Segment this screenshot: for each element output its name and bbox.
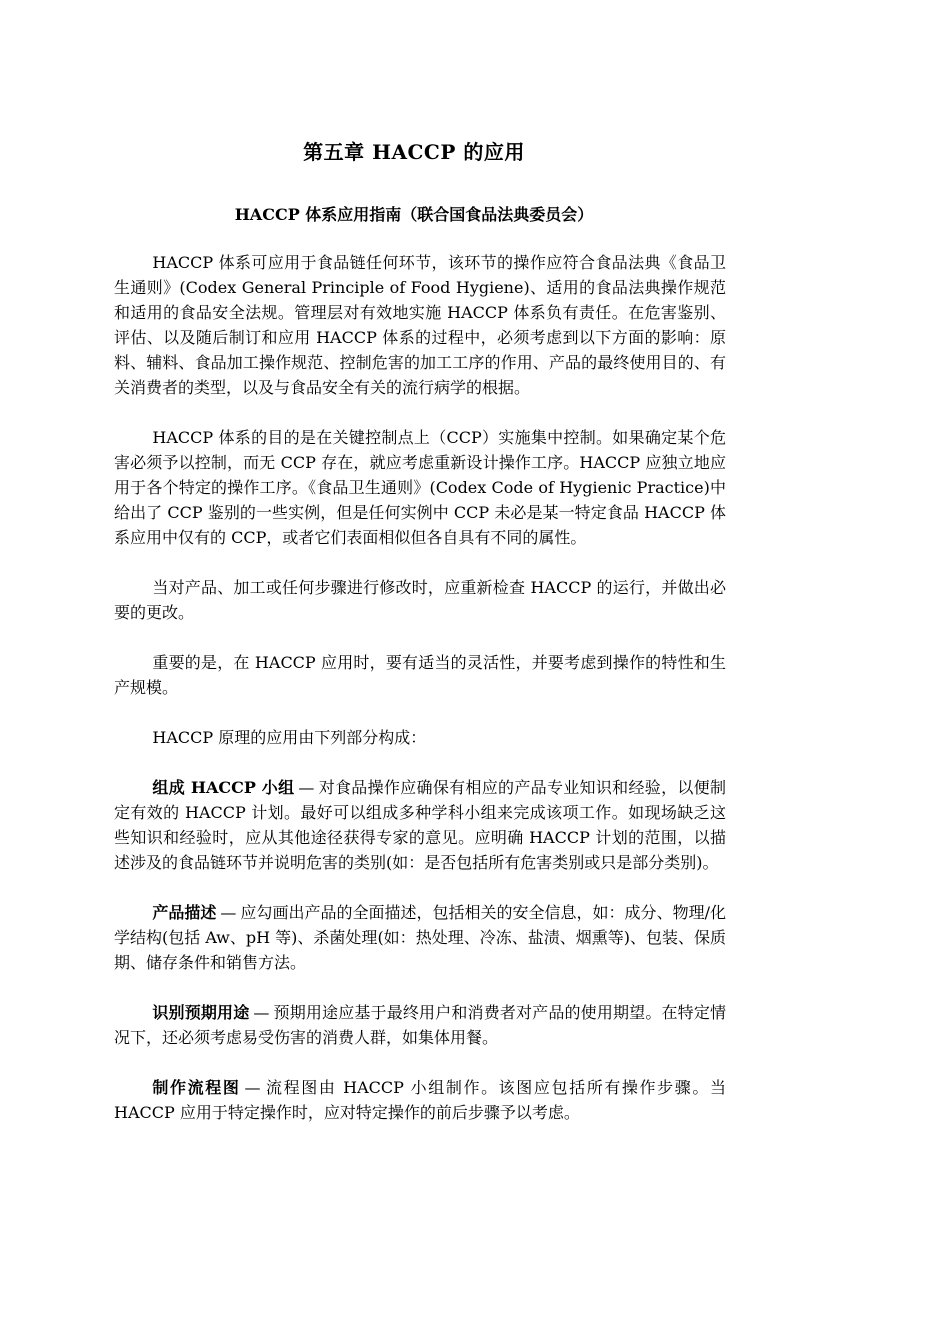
item-dash: — xyxy=(253,1003,270,1022)
principles-intro-paragraph: HACCP 原理的应用由下列部分构成： xyxy=(152,728,427,747)
document-body xyxy=(114,250,726,1150)
modification-paragraph: 当对产品、加工或任何步骤进行修改时，应重新检查 HACCP 的运行，并做出必要的更改。 xyxy=(114,578,726,622)
chapter-title: 第五章 HACCP 的应用 xyxy=(303,140,525,164)
item-product-description xyxy=(114,900,726,975)
section-title: HACCP 体系应用指南（联合国食品法典委员会） xyxy=(234,205,594,224)
item-haccp-team xyxy=(114,775,726,875)
item-dash: — xyxy=(244,1078,261,1097)
item-term: 识别预期用途 xyxy=(152,1003,250,1022)
item-flow-diagram xyxy=(114,1075,726,1125)
intro-paragraph: HACCP 体系可应用于食品链任何环节，该环节的操作应符合食品法典《食品卫生通则》(Codex General Principle of Food Hygiene)、适用的食品法典操作规范和适用的食品安全法规。管理层对有效地实施 HACCP 体系负有责任。在危害鉴别、评估、以及随后制订和应用 HACCP 体系的过程中，必须考虑到以下方面的影响：原料、辅料、食品加工操作规范、控制危害的加工工序的作用、产品的最终使用目的、有关消费者的类型，以及与食品安全有关的流行病学的根据。 xyxy=(114,253,726,397)
item-term: 组成 HACCP 小组 xyxy=(152,778,295,797)
item-intended-use xyxy=(114,1000,726,1050)
item-text: 预期用途应基于最终用户和消费者对产品的使用期望。在特定情况下，还必须考虑易受伤害的消费人群，如集体用餐。 xyxy=(114,1003,726,1047)
ccp-paragraph: HACCP 体系的目的是在关键控制点上（CCP）实施集中控制。如果确定某个危害必须予以控制，而无 CCP 存在，就应考虑重新设计操作工序。HACCP 应独立地应用于各个特定的操作工序。《食品卫生通则》(Codex Code of Hygienic Practice)中给出了 CCP 鉴别的一些实例，但是任何实例中 CCP 未必是某一特定食品 HACCP 体系应用中仅有的 CCP，或者它们表面相似但各自具有不同的属性。 xyxy=(114,428,726,547)
item-text: 应勾画出产品的全面描述，包括相关的安全信息，如：成分、物理/化学结构(包括 Aw、pH 等)、杀菌处理(如：热处理、冷冻、盐渍、烟熏等)、包装、保质期、储存条件和销售方法。 xyxy=(114,903,726,972)
flexibility-paragraph: 重要的是，在 HACCP 应用时，要有适当的灵活性，并要考虑到操作的特性和生产规模。 xyxy=(114,653,726,697)
item-term: 制作流程图 xyxy=(152,1078,241,1097)
item-text: 对食品操作应确保有相应的产品专业知识和经验，以便制定有效的 HACCP 计划。最好可以组成多种学科小组来完成该项工作。如现场缺乏这些知识和经验时，应从其他途径获得专家的意见。应明确 HACCP 计划的范围，以描述涉及的食品链环节并说明危害的类别(如：是否包括所有危害类别或只是部分类别)。 xyxy=(114,778,726,872)
item-dash: — xyxy=(220,903,237,922)
item-dash: — xyxy=(298,778,315,797)
item-term: 产品描述 xyxy=(152,903,217,922)
item-text: 流程图由 HACCP 小组制作。该图应包括所有操作步骤。当 HACCP 应用于特定操作时，应对特定操作的前后步骤予以考虑。 xyxy=(114,1078,726,1122)
